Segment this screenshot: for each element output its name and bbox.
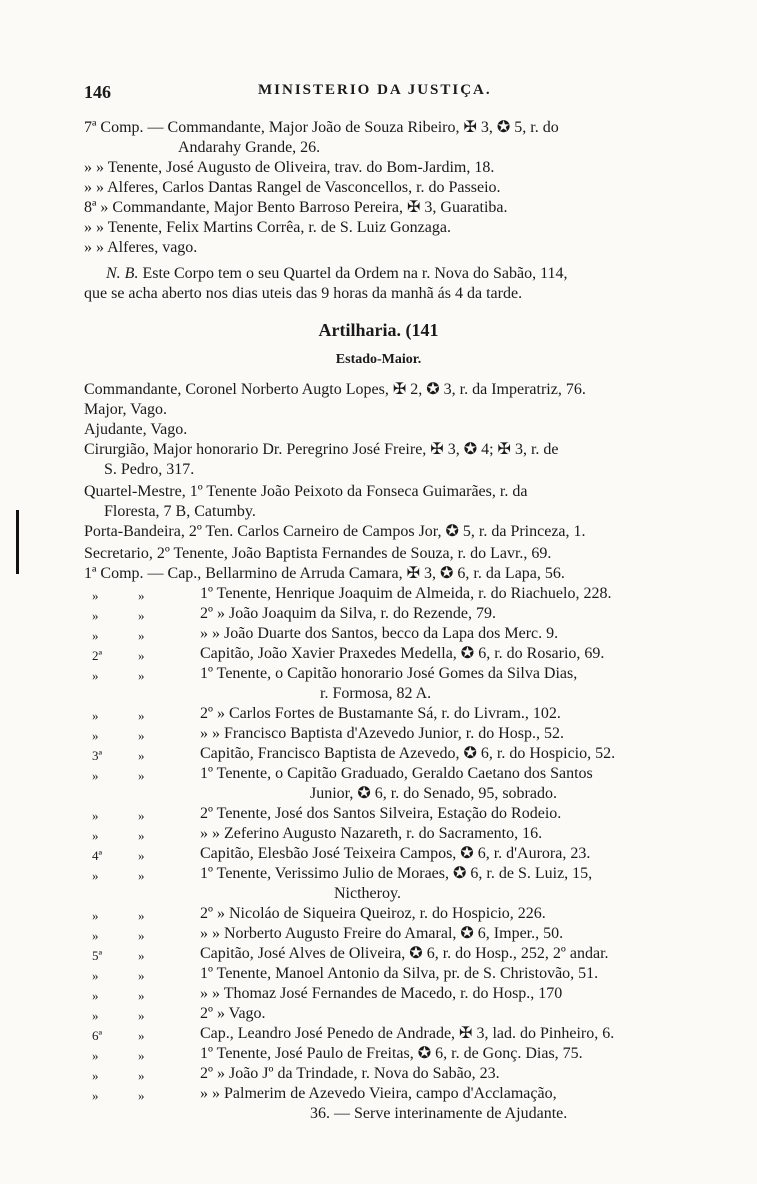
text-line: » » Norberto Augusto Freire do Amaral, ✪ 6, Imper., 50. bbox=[200, 925, 564, 942]
text-line: 2º » Nicoláo de Siqueira Queiroz, r. do Hospicio, 226. bbox=[200, 905, 546, 922]
text-line: Cirurgião, Major honorario Dr. Peregrino José Freire, ✠ 3, ✪ 4; ✠ 3, r. de bbox=[84, 441, 559, 458]
text-line: r. Formosa, 82 A. bbox=[320, 685, 432, 702]
note-text: Este Corpo tem o seu Quartel da Ordem na r. Nova do Sabão, 114, bbox=[142, 265, 568, 282]
text-line: 2º Tenente, José dos Santos Silveira, Estação do Rodeio. bbox=[200, 805, 562, 822]
text-line: 1º Tenente, Verissimo Julio de Moraes, ✪ 6, r. de S. Luiz, 15, bbox=[200, 865, 593, 882]
text-line: 2º » Vago. bbox=[200, 1005, 266, 1022]
note-lead: N. B. bbox=[106, 265, 139, 282]
text-line: Capitão, José Alves de Oliveira, ✪ 6, r. do Hosp., 252, 2º andar. bbox=[200, 945, 609, 962]
text-line: 1º Tenente, José Paulo de Freitas, ✪ 6, r. de Gonç. Dias, 75. bbox=[200, 1045, 583, 1062]
running-title: MINISTERIO DA JUSTIÇA. bbox=[258, 82, 492, 98]
text-line: 1ª Comp. — Cap., Bellarmino de Arruda Camara, ✠ 3, ✪ 6, r. da Lapa, 56. bbox=[84, 565, 565, 582]
section-title: Artilharia. (141 bbox=[318, 320, 439, 340]
text-line: S. Pedro, 317. bbox=[104, 461, 195, 478]
note-line bbox=[106, 264, 568, 284]
text-line: 1º Tenente, Henrique Joaquim de Almeida, r. do Riachuelo, 228. bbox=[200, 585, 612, 602]
text-line: Cap., Leandro José Penedo de Andrade, ✠ 3, lad. do Pinheiro, 6. bbox=[200, 1025, 615, 1042]
text-line: Andarahy Grande, 26. bbox=[178, 139, 321, 156]
text-line: » » Palmerim de Azevedo Vieira, campo d'Acclamação, bbox=[200, 1085, 557, 1102]
text-line: Capitão, Francisco Baptista de Azevedo, ✪ 6, r. do Hospicio, 52. bbox=[200, 745, 616, 762]
text-line: » » Alferes, vago. bbox=[84, 239, 198, 256]
text-line: Quartel-Mestre, 1º Tenente João Peixoto da Fonseca Guimarães, r. da bbox=[84, 483, 528, 500]
text-line: 1º Tenente, o Capitão Graduado, Geraldo Caetano dos Santos bbox=[200, 765, 593, 782]
page-number: 146 bbox=[84, 82, 111, 102]
text-line: Capitão, Elesbão José Teixeira Campos, ✪ 6, r. d'Aurora, 23. bbox=[200, 845, 591, 862]
text-line: Commandante, Coronel Norberto Augto Lopes, ✠ 2, ✪ 3, r. da Imperatriz, 76. bbox=[84, 381, 586, 398]
text-line: Secretario, 2º Tenente, João Baptista Fernandes de Souza, r. do Lavr., 69. bbox=[84, 545, 552, 562]
text-line: 2º » João Jº da Trindade, r. Nova do Sabão, 23. bbox=[200, 1065, 500, 1082]
note-line-2: que se acha aberto nos dias uteis das 9 horas da manhã ás 4 da tarde. bbox=[84, 285, 523, 302]
text-line: » » Tenente, Felix Martins Corrêa, r. de S. Luiz Gonzaga. bbox=[84, 219, 451, 236]
text-line: 1º Tenente, Manoel Antonio da Silva, pr. de S. Christovão, 51. bbox=[200, 965, 599, 982]
text-line: » » Tenente, José Augusto de Oliveira, trav. do Bom-Jardim, 18. bbox=[84, 159, 495, 176]
text-line: » » Zeferino Augusto Nazareth, r. do Sacramento, 16. bbox=[200, 825, 543, 842]
document-page: 146 MINISTERIO DA JUSTIÇA. 7ª Comp. — Commandante, Major João de Souza Ribeiro, ✠ 3, ✪ 5, r. do Andarahy Grande, 26. » » Tenente, José Augusto de Oliveira, trav. do Bom-Jardim, 18. » » Alferes, Carlos Dantas Rangel de Vasconcellos, r. do Passeio. 8ª » Commandante, Major Bento Barroso Pereira, ✠ 3, Guaratiba. » » Tenente, Felix Martins Corrêa, r. de S. Luiz Gonzaga. » » Alferes, vago. N. B. Este Corpo tem o seu Quartel da Ordem na r. Nova do Sabão, 114, que se acha aberto nos dias uteis das 9 horas da manhã ás 4 da tarde. Artilharia. (141 Estado-Maior. Commandante, Coronel Norberto Augto Lopes, ✠ 2, ✪ 3, r. da Imperatriz, 76. Major, Vago. Ajudante, Vago. Cirurgião, Major honorario Dr. Peregrino José Freire, ✠ 3, ✪ 4; ✠ 3, r. de S. Pedro, 317. Quartel-Mestre, 1º Tenente João Peixoto da Fonseca Guimarães, r. da Floresta, 7 B, Catumby. Porta-Bandeira, 2º Ten. Carlos Carneiro de Campos Jor, ✪ 5, r. da Princeza, 1. Secretario, 2º Tenente, João Baptista Fernandes de Souza, r. do Lavr., 69. 1ª Comp. — Cap., Bellarmino de Arruda Camara, ✠ 3, ✪ 6, r. da Lapa, 56. » » 1º Tenente, Henrique Joaquim de Almeida, r. do Riachuelo, 228. » » 2º » João Joaquim da Silva, r. do Rezende, 79. » » » » João Duarte dos Santos, becco da Lapa dos Merc. 9. 2ª » Capitão, João Xavier Praxedes Medella, ✪ 6, r. do Rosario, 69. » » 1º Tenente, o Capitão honorario José Gomes da Silva Dias, r. Formosa, 82 A. » » 2º » Carlos Fortes de Bustamante Sá, r. do Livram., 102. » » » » Francisco Baptista d'Azevedo Junior, r. do Hosp., 52. 3ª » Capitão, Francisco Baptista de Azevedo, ✪ 6, r. do Hospicio, 52. » » 1º Tenente, o Capitão Graduado, Geraldo Caetano dos Santos Junior, ✪ 6, r. do Senado, 95, sobrado. » » 2º Tenente, José dos Santos Silveira, Estação do Rodeio. » » » » Zeferino Augusto Nazareth, r. do Sacramento, 16. 4ª » Capitão, Elesbão José Teixeira Campos, ✪ 6, r. d'Aurora, 23. » » 1º Tenente, Verissimo Julio de Moraes, ✪ 6, r. de S. Luiz, 15, Nictheroy. » » 2º » Nicoláo de Siqueira Queiroz, r. do Hospicio, 226. » » » » Norberto Augusto Freire do Amaral, ✪ 6, Imper., 50. 5ª » Capitão, José Alves de Oliveira, ✪ 6, r. do Hosp., 252, 2º andar. » » 1º Tenente, Manoel Antonio da Silva, pr. de S. Christovão, 51. » » » » Thomaz José Fernandes de Macedo, r. do Hosp., 170 » » 2º » Vago. 6ª » Cap., Leandro José Penedo de Andrade, ✠ 3, lad. do Pinheiro, 6. » » 1º Tenente, José Paulo de Freitas, ✪ 6, r. de Gonç. Dias, 75. » » 2º » João Jº da Trindade, r. Nova do Sabão, 23. » » » » Palmerim de Azevedo Vieira, campo d'Acclamação, 36. — Serve interinamente de Ajudante. bbox=[0, 0, 757, 1184]
text-line: 1º Tenente, o Capitão honorario José Gomes da Silva Dias, bbox=[200, 665, 578, 682]
margin-mark bbox=[16, 510, 19, 574]
text-line: » » João Duarte dos Santos, becco da Lapa dos Merc. 9. bbox=[200, 625, 559, 642]
text-line: » » Thomaz José Fernandes de Macedo, r. do Hosp., 170 bbox=[200, 985, 563, 1002]
text-line: » » Francisco Baptista d'Azevedo Junior, r. do Hosp., 52. bbox=[200, 725, 564, 742]
text-line: Junior, ✪ 6, r. do Senado, 95, sobrado. bbox=[310, 785, 557, 802]
text-line: 2º » Carlos Fortes de Bustamante Sá, r. do Livram., 102. bbox=[200, 705, 561, 722]
text-line: » » Alferes, Carlos Dantas Rangel de Vasconcellos, r. do Passeio. bbox=[84, 179, 501, 196]
text-line: 36. — Serve interinamente de Ajudante. bbox=[310, 1105, 568, 1122]
text-line: Floresta, 7 B, Catumby. bbox=[104, 503, 256, 520]
text-line: 7ª Comp. — Commandante, Major João de Souza Ribeiro, ✠ 3, ✪ 5, r. do bbox=[84, 119, 559, 136]
text-line: Porta-Bandeira, 2º Ten. Carlos Carneiro de Campos Jor, ✪ 5, r. da Princeza, 1. bbox=[84, 523, 586, 540]
text-line: Ajudante, Vago. bbox=[84, 421, 188, 438]
text-line: Nictheroy. bbox=[334, 885, 401, 902]
text-line: 2º » João Joaquim da Silva, r. do Rezende, 79. bbox=[200, 605, 497, 622]
text-line: 8ª » Commandante, Major Bento Barroso Pereira, ✠ 3, Guaratiba. bbox=[84, 199, 508, 216]
text-line: Capitão, João Xavier Praxedes Medella, ✪ 6, r. do Rosario, 69. bbox=[200, 645, 605, 662]
text-line: Major, Vago. bbox=[84, 401, 168, 418]
section-subtitle: Estado-Maior. bbox=[335, 352, 422, 367]
